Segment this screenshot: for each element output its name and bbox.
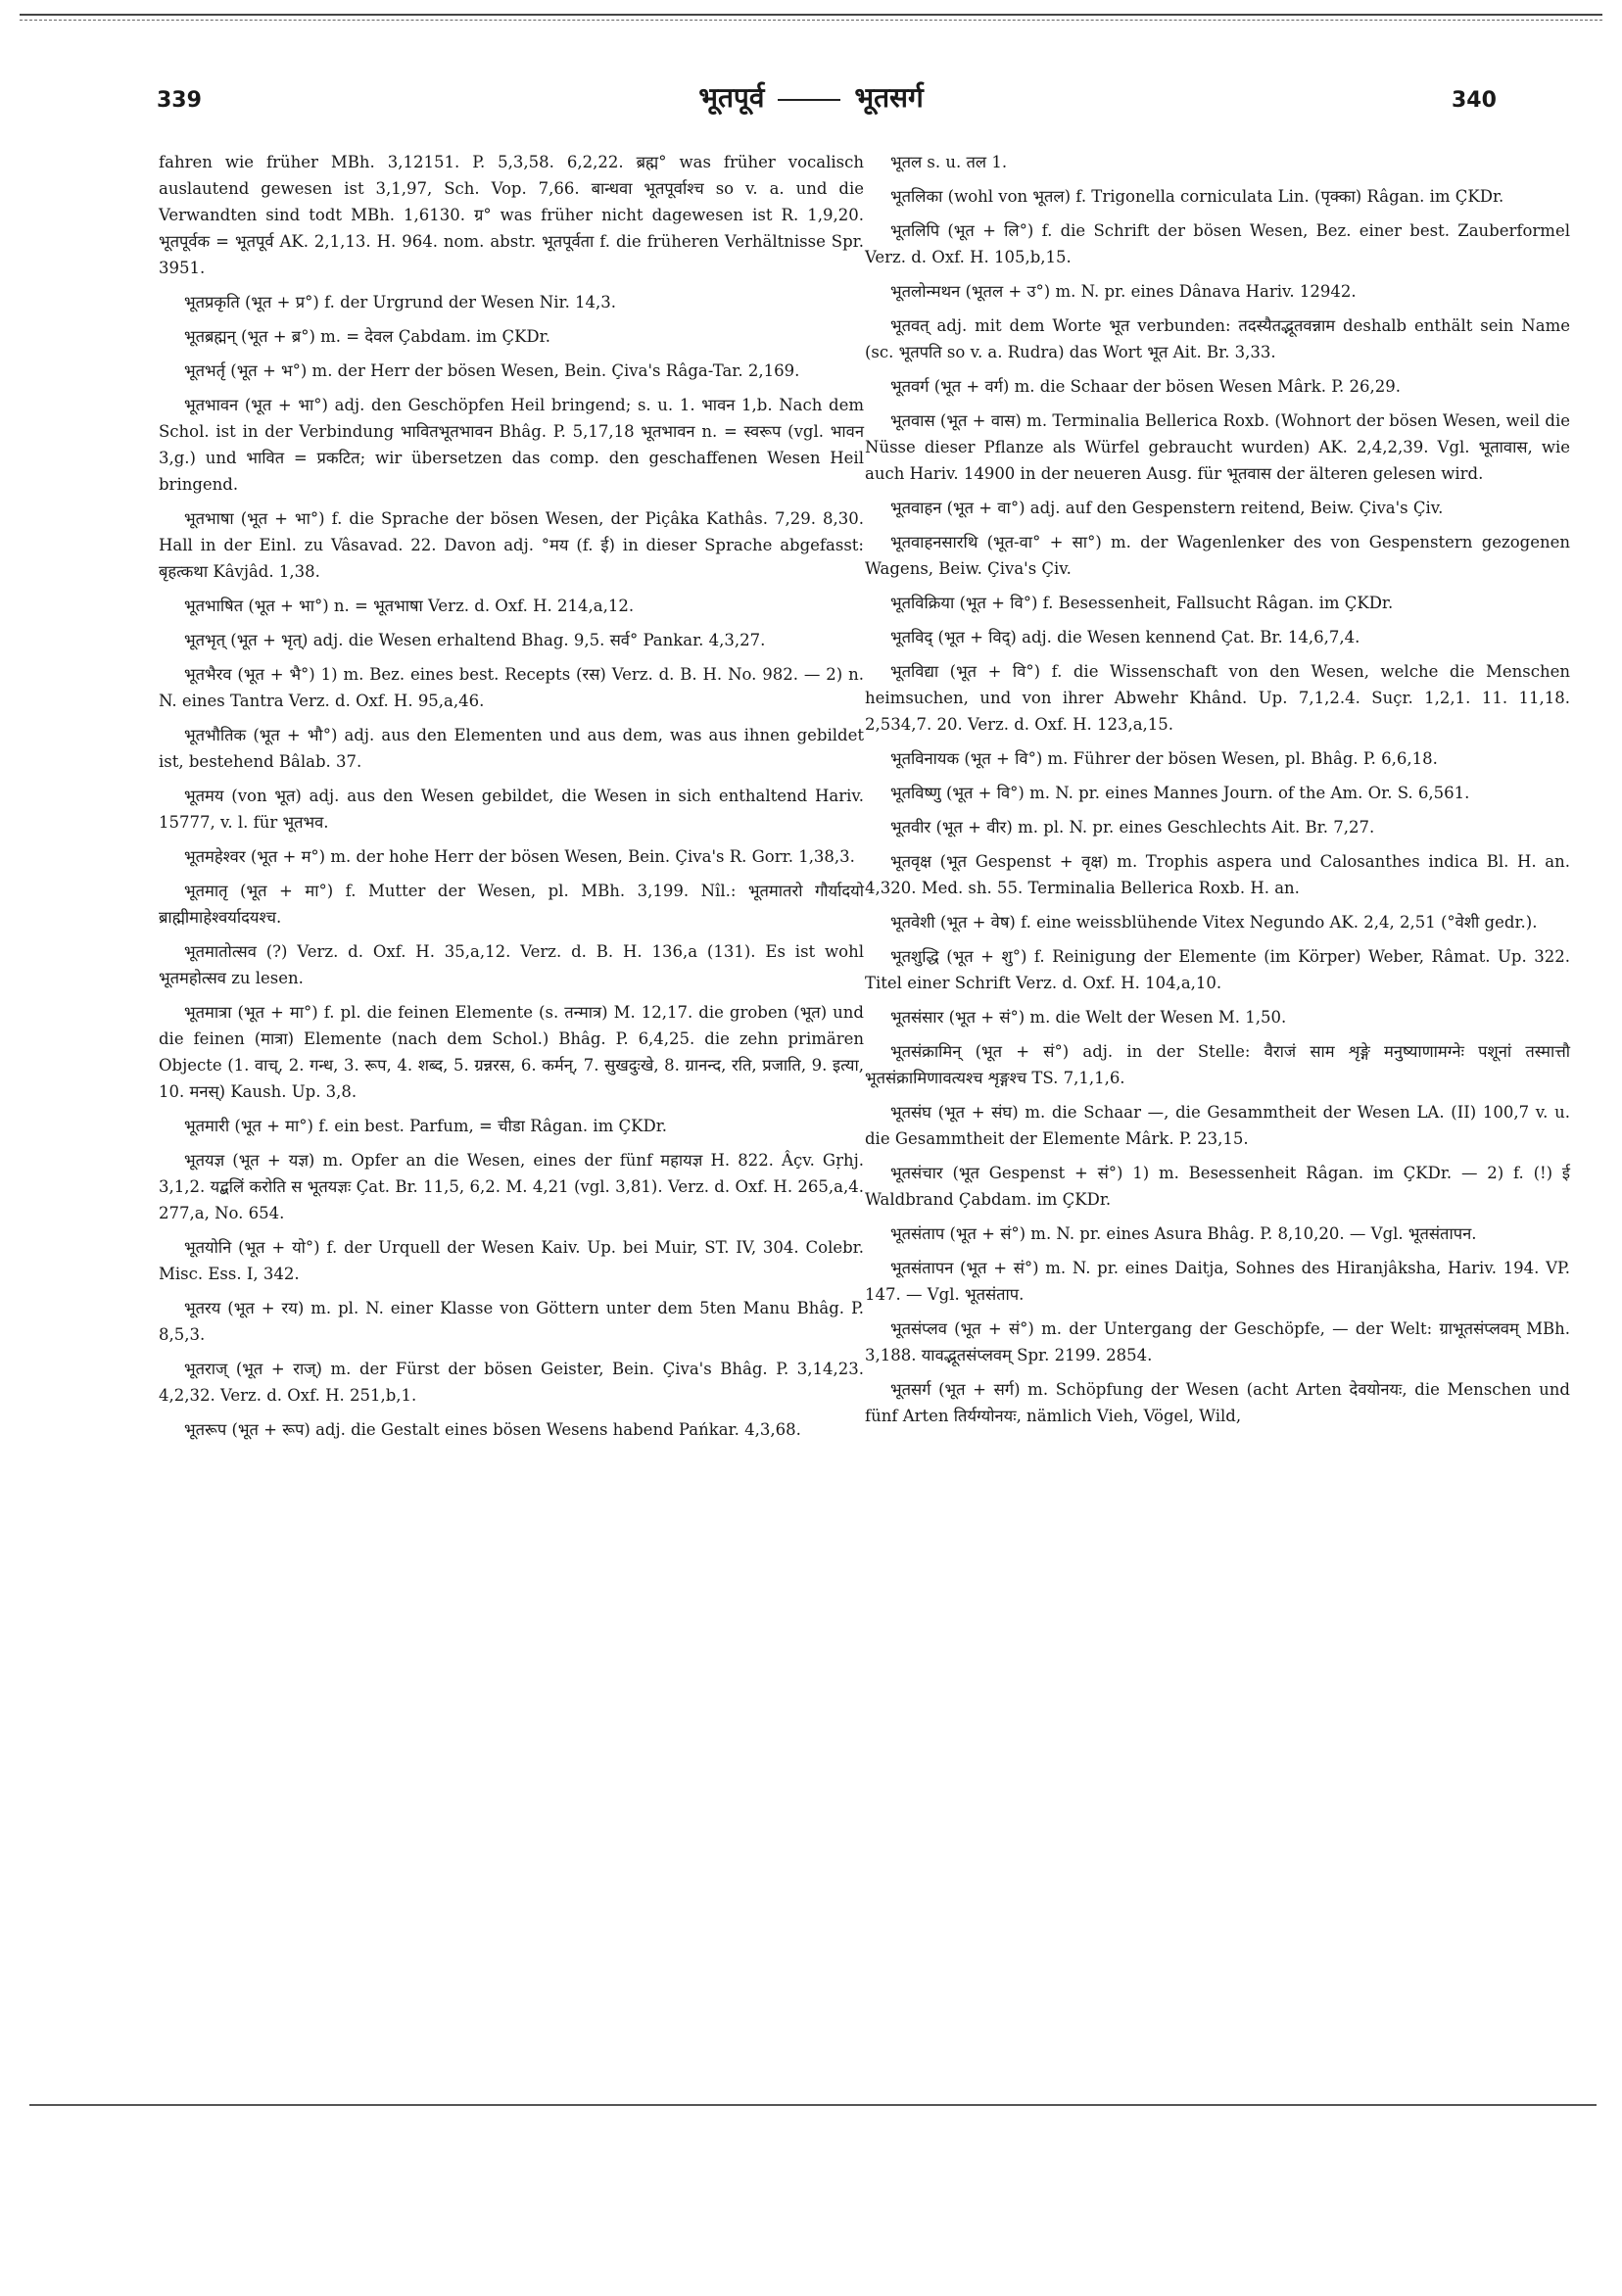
dictionary-entry: भूतवर्ग (भूत + वर्ग) m. die Schaar der bösen Wesen Mârk. P. 26,29. [890, 377, 1401, 396]
page-number-right: 340 [1452, 88, 1497, 113]
dictionary-entry: भूतलिका (wohl von भूतल) f. Trigonella corniculata Lin. (पृक्का) Râgan. im ÇKDr. [890, 187, 1504, 206]
dictionary-entry: भूतभैरव (भूत + भै°) 1) m. Bez. eines best. Recepts (रस) Verz. d. B. H. No. 982. — 2) n. N. eines Tantra Verz. d. Oxf. H. 95,a,46. [159, 665, 864, 710]
page-number-left: 339 [157, 88, 202, 113]
dictionary-entry: भूतविष्णु (भूत + वि°) m. N. pr. eines Mannes Journ. of the Am. Or. S. 6,561. [890, 784, 1470, 802]
dictionary-entry: भूतसर्ग (भूत + सर्ग) m. Schöpfung der Wesen (acht Arten देवयोनयः, die Menschen und fünf Arten तिर्यग्योनयः, nämlich Vieh, Vögel, Wild, [865, 1380, 1570, 1425]
dictionary-entry: भूतयोनि (भूत + यो°) f. der Urquell der Wesen Kaiv. Up. bei Muir, ST. IV, 304. Colebr. Misc. Ess. I, 342. [159, 1238, 864, 1283]
dictionary-entry: भूतविनायक (भूत + वि°) m. Führer der bösen Wesen, pl. Bhâg. P. 6,6,18. [890, 749, 1438, 768]
dictionary-entry: भूतमहेश्वर (भूत + म°) m. der hohe Herr der bösen Wesen, Bein. Çiva's R. Gorr. 1,38,3. [184, 847, 855, 866]
dictionary-entry: भूतवाहन (भूत + वा°) adj. auf den Gespenstern reitend, Beiw. Çiva's Çiv. [890, 499, 1444, 517]
dictionary-entry: भूतविक्रिया (भूत + वि°) f. Besessenheit, Fallsucht Râgan. im ÇKDr. [890, 594, 1394, 612]
dictionary-entry: भूतवृक्ष (भूत Gespenst + वृक्ष) m. Trophis aspera und Calosanthes indica Bl. H. an. 4,320. Med. sh. 55. Terminalia Bellerica Roxb. H. an. [865, 852, 1570, 897]
dictionary-entry: भूतभृत् (भूत + भृत्) adj. die Wesen erhaltend Bhag. 9,5. सर्व° Pankar. 4,3,27. [184, 631, 766, 649]
dictionary-entry: भूतभाषा (भूत + भा°) f. die Sprache der bösen Wesen, der Piçâka Kathâs. 7,29. 8,30. Hall in der Einl. zu Vâsavad. 22. Davon adj. °मय (f. ई) in dieser Sprache abgefasst: बृहत्कथा Kâvjâd. 1,38. [159, 509, 864, 581]
top-border-dash-rule [20, 20, 1602, 21]
dictionary-entry: भूतमातृ (भूत + मा°) f. Mutter der Wesen, pl. MBh. 3,199. Nîl.: भूतमातरो गौर्यादयो ब्राह्मीमाहेश्वर्यादयश्च. [159, 882, 864, 927]
dictionary-entry: भूतसंचार (भूत Gespenst + सं°) 1) m. Besessenheit Râgan. im ÇKDr. — 2) f. (!) ई Waldbrand Çabdam. im ÇKDr. [865, 1164, 1570, 1209]
dictionary-entry: भूतरूप (भूत + रूप) adj. die Gestalt eines bösen Wesens habend Pańkar. 4,3,68. [184, 1420, 801, 1439]
bottom-border-rule [29, 2104, 1597, 2106]
dictionary-entry: भूतराज् (भूत + राज्) m. der Fürst der bösen Geister, Bein. Çiva's Bhâg. P. 3,14,23. 4,2,32. Verz. d. Oxf. H. 251,b,1. [159, 1360, 864, 1405]
dictionary-entry: भूतवेशी (भूत + वेष) f. eine weissblühende Vitex Negundo AK. 2,4, 2,51 (°वेशी gedr.). [890, 913, 1538, 932]
dictionary-entry: भूतलिपि (भूत + लि°) f. die Schrift der bösen Wesen, Bez. einer best. Zauberformel Verz. d. Oxf. H. 105,b,15. [865, 221, 1570, 266]
header-headword-right: भूतसर्ग [854, 81, 924, 114]
right-column [865, 149, 1570, 1437]
dictionary-entry: भूतमातोत्सव (?) Verz. d. Oxf. H. 35,a,12. Verz. d. B. H. 136,a (131). Es ist wohl भूतमहोत्सव zu lesen. [159, 942, 864, 987]
dictionary-entry: भूतशुद्धि (भूत + शु°) f. Reinigung der Elemente (im Körper) Weber, Râmat. Up. 322. Titel einer Schrift Verz. d. Oxf. H. 104,a,10. [865, 947, 1570, 992]
header-dash [778, 99, 840, 101]
dictionary-entry: fahren wie früher MBh. 3,12151. P. 5,3,58. 6,2,22. ब्रह्म° was früher vocalisch auslautend gewesen ist 3,1,97, Sch. Vop. 7,66. बान्धवा भूतपूर्वाश्च so v. a. und die Verwandten sind todt MBh. 1,6130. ग्र° was früher nicht dagewesen ist R. 1,9,20. भूतपूर्वक = भूतपूर्व AK. 2,1,13. H. 964. nom. abstr. भूतपूर्वता f. die früheren Verhältnisse Spr. 3951. [159, 153, 864, 277]
dictionary-entry: भूतयज्ञ (भूत + यज्ञ) m. Opfer an die Wesen, eines der fünf महायज्ञ H. 822. Âçv. Gṛhj. 3,1,2. यद्बलिं करोति स भूतयज्ञः Çat. Br. 11,5, 6,2. M. 4,21 (vgl. 3,81). Verz. d. Oxf. H. 265,a,4. 277,a, No. 654. [159, 1151, 864, 1222]
dictionary-entry: भूतवत् adj. mit dem Worte भूत verbunden: तदस्यैतद्भूतवन्नाम deshalb enthält sein Name (sc. भूतपति so v. a. Rudra) das Wort भूत Ait. Br. 3,33. [865, 316, 1570, 361]
left-column [159, 149, 864, 1451]
dictionary-entry: भूतसंप्लव (भूत + सं°) m. der Untergang der Geschöpfe, — der Welt: ग्राभूतसंप्लवम् MBh. 3,188. यावद्भूतसंप्लवम् Spr. 2199. 2854. [865, 1319, 1570, 1364]
dictionary-entry: भूतप्रकृति (भूत + प्र°) f. der Urgrund der Wesen Nir. 14,3. [184, 293, 617, 311]
dictionary-entry: भूतवास (भूत + वास) m. Terminalia Bellerica Roxb. (Wohnort der bösen Wesen, weil die Nüsse dieser Pflanze als Würfel gebraucht wurden) AK. 2,4,2,39. Vgl. भूतावास, wie auch Hariv. 14900 in der neueren Ausg. für भूतवास der älteren gelesen wird. [865, 411, 1570, 483]
dictionary-entry: भूतविद् (भूत + विद्) adj. die Wesen kennend Çat. Br. 14,6,7,4. [890, 628, 1360, 646]
top-border-rule [20, 14, 1602, 16]
running-header [0, 78, 1622, 116]
dictionary-entry: भूतसंताप (भूत + सं°) m. N. pr. eines Asura Bhâg. P. 8,10,20. — Vgl. भूतसंतापन. [890, 1224, 1477, 1243]
dictionary-entry: भूतभर्तृ (भूत + भ°) m. der Herr der bösen Wesen, Bein. Çiva's Râga-Tar. 2,169. [184, 361, 800, 380]
dictionary-entry: भूतविद्या (भूत + वि°) f. die Wissenschaft von den Wesen, welche die Menschen heimsuchen, und von ihrer Abwehr Khând. Up. 7,1,2.4. Suçr. 1,2,1. 11. 11,18. 2,534,7. 20. Verz. d. Oxf. H. 123,a,15. [865, 662, 1570, 734]
dictionary-entry: भूतवीर (भूत + वीर) m. pl. N. pr. eines Geschlechts Ait. Br. 7,27. [890, 818, 1375, 837]
dictionary-entry: भूतरय (भूत + रय) m. pl. N. einer Klasse von Göttern unter dem 5ten Manu Bhâg. P. 8,5,3. [159, 1299, 864, 1344]
dictionary-entry: भूतमय (von भूत) adj. aus den Wesen gebildet, die Wesen in sich enthaltend Hariv. 15777, v. l. für भूतभव. [159, 787, 864, 832]
dictionary-entry: भूतसंघ (भूत + संघ) m. die Schaar —, die Gesammtheit der Wesen LA. (II) 100,7 v. u. die Gesammtheit der Elemente Mârk. P. 23,15. [865, 1103, 1570, 1148]
dictionary-entry: भूतभौतिक (भूत + भौ°) adj. aus den Elementen und aus dem, was aus ihnen gebildet ist, bestehend Bâlab. 37. [159, 726, 864, 771]
dictionary-entry: भूतब्रह्मन् (भूत + ब्र°) m. = देवल Çabdam. im ÇKDr. [184, 327, 550, 346]
dictionary-entry: भूतसंसार (भूत + सं°) m. die Welt der Wesen M. 1,50. [890, 1008, 1287, 1027]
dictionary-entry: भूतलोन्मथन (भूतल + उ°) m. N. pr. eines Dânava Hariv. 12942. [890, 282, 1357, 301]
dictionary-entry: भूतल s. u. तल 1. [890, 153, 1008, 171]
header-headword-left: भूतपूर्व [698, 81, 765, 114]
dictionary-entry: भूतमात्रा (भूत + मा°) f. pl. die feinen Elemente (s. तन्मात्र) M. 12,17. die groben (भूत) und die feinen (मात्रा) Elemente (nach dem Schol.) Bhâg. P. 6,4,25. die zehn primären Objecte (1. वाच्, 2. गन्ध, 3. रूप, 4. शब्द, 5. ग्रन्नरस, 6. कर्मन्, 7. सुखदुःखे, 8. ग्रानन्द, रति, प्रजाति, 9. इत्या, 10. मनस्) Kaush. Up. 3,8. [159, 1003, 864, 1101]
dictionary-entry: भूतसंक्रामिन् (भूत + सं°) adj. in der Stelle: वैराजं साम शृङ्गे मनुष्याणामग्नेः पशूनां तस्मात्तौ भूतसंक्रामिणावत्यश्च शृङ्गश्च TS. 7,1,1,6. [865, 1042, 1570, 1087]
dictionary-entry: भूतभाषित (भूत + भा°) n. = भूतभाषा Verz. d. Oxf. H. 214,a,12. [184, 597, 635, 615]
dictionary-entry: भूतसंतापन (भूत + सं°) m. N. pr. eines Daitja, Sohnes des Hiranjâksha, Hariv. 194. VP. 147. — Vgl. भूतसंताप. [865, 1259, 1570, 1304]
dictionary-entry: भूतभावन (भूत + भा°) adj. den Geschöpfen Heil bringend; s. u. 1. भावन 1,b. Nach dem Schol. ist in der Verbindung भावितभूतभावन Bhâg. P. 5,17,18 भूतभावन n. = स्वरूप (vgl. भावन 3,g.) und भावित = प्रकटित; wir übersetzen das comp. den geschaffenen Wesen Heil bringend. [159, 396, 864, 494]
dictionary-entry: भूतवाहनसारथि (भूत-वा° + सा°) m. der Wagenlenker des von Gespenstern gezogenen Wagens, Beiw. Çiva's Çiv. [865, 533, 1570, 578]
dictionary-entry: भूतमारी (भूत + मा°) f. ein best. Parfum, = चीडा Râgan. im ÇKDr. [184, 1117, 668, 1135]
